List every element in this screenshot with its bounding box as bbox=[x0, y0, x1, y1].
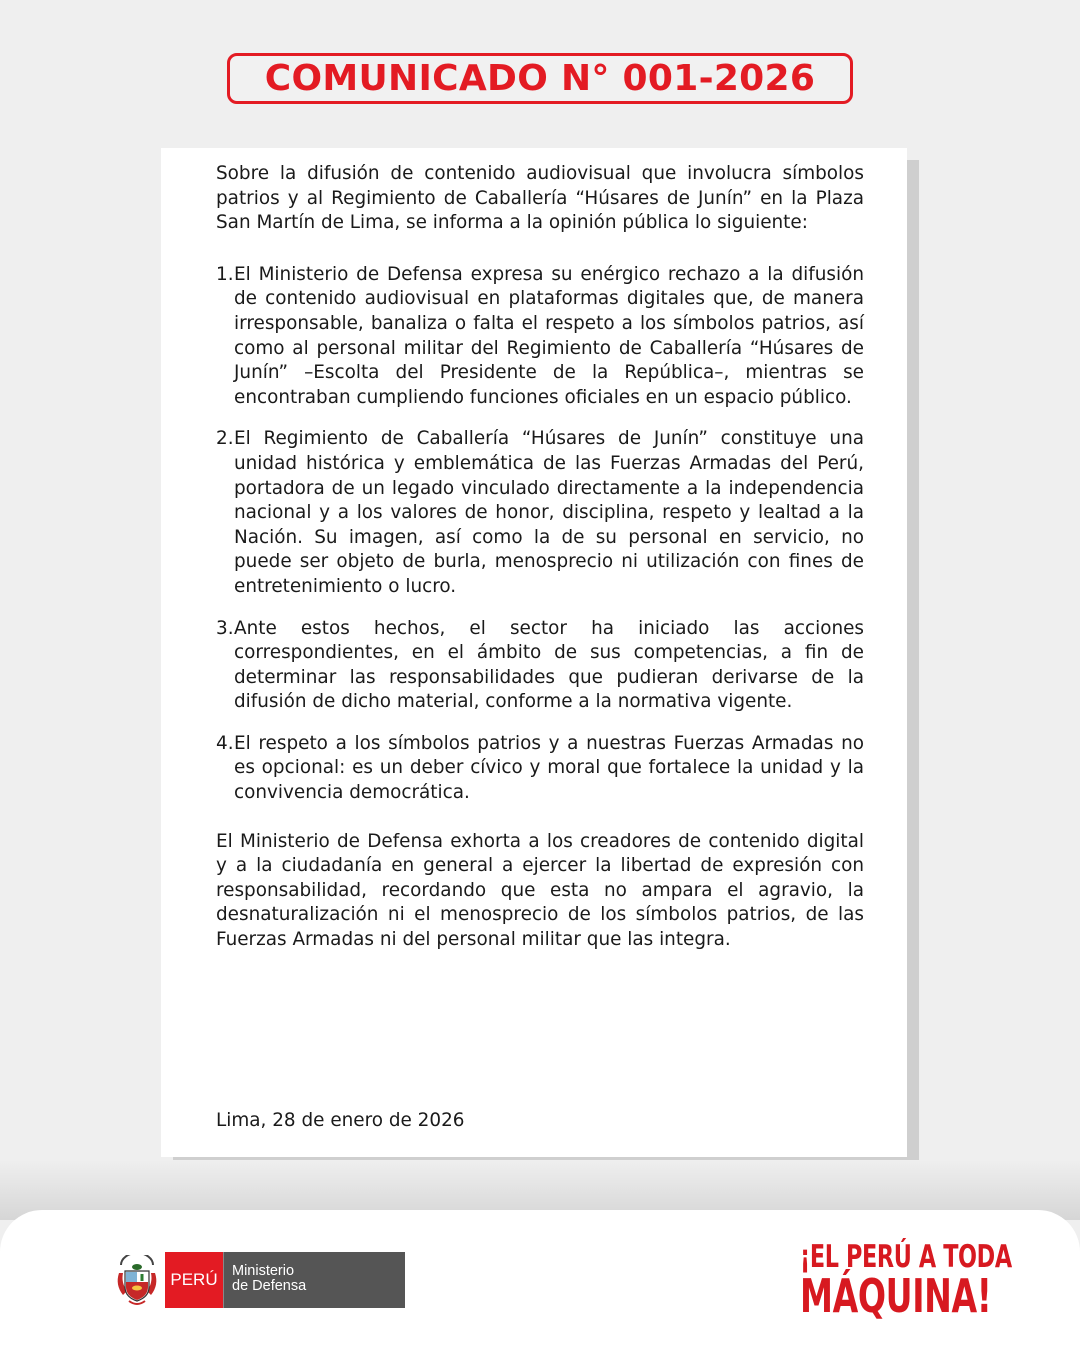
peru-brand-logo bbox=[165, 1252, 223, 1308]
campaign-slogan bbox=[800, 1239, 1012, 1323]
list-item-text: El Regimiento de Caballería “Húsares de Junín” constituye una unidad histórica y emblemática de las Fuerzas Armadas del Perú, portadora de un legado vinculado directamente a la independencia nacional y a los valores de honor, disciplina, respeto y lealtad a la Nación. Su imagen, así como la de su personal en servicio, no puede ser objeto de burla, menosprecio ni utilización con fines de entretenimiento o lucro. bbox=[234, 428, 864, 597]
list-item bbox=[216, 732, 864, 806]
ministry-logo bbox=[223, 1252, 405, 1308]
logo-country-text: PERÚ bbox=[170, 1270, 218, 1289]
list-item-number: 3. bbox=[216, 617, 234, 639]
list-item-text: El Ministerio de Defensa expresa su enérgico rechazo a la difusión de contenido audiovisual en plataformas digitales que, de manera irresponsable, banaliza o falta el respeto a los símbolos patrios, así como al personal militar del Regimiento de Caballería “Húsares de Junín” –Escolta del Presidente de la República–, mientras se encontraban cumpliendo funciones oficiales en un espacio público. bbox=[234, 263, 864, 408]
slogan-line2: MÁQUINA! bbox=[800, 1269, 992, 1323]
list-item bbox=[216, 617, 864, 715]
communique-card bbox=[161, 148, 907, 1157]
slogan-line1: ¡EL PERÚ A TODA bbox=[800, 1239, 1012, 1275]
closing-paragraph: El Ministerio de Defensa exhorta a los creadores de contenido digital y a la ciudadanía en general a ejercer la libertad de expresión con responsabilidad, recordando que esta no ampara el agravio, la desnaturalización ni el menosprecio de los símbolos patrios, de las Fuerzas Armadas ni del personal militar que las integra. bbox=[216, 830, 864, 951]
list-item-number: 2. bbox=[216, 428, 234, 450]
list-item-number: 4. bbox=[216, 732, 234, 754]
list-item-text: El respeto a los símbolos patrios y a nuestras Fuerzas Armadas no es opcional: es un deber cívico y moral que fortalece la unidad y la convivencia democrática. bbox=[234, 732, 864, 804]
list-item bbox=[216, 427, 864, 599]
place-date: Lima, 28 de enero de 2026 bbox=[216, 1110, 465, 1131]
logo-ministry-line2: de Defensa bbox=[232, 1278, 307, 1294]
communique-body bbox=[216, 162, 864, 953]
logo-ministry-line1: Ministerio bbox=[232, 1263, 295, 1279]
communique-title-box bbox=[227, 53, 853, 104]
list-item-text: Ante estos hechos, el sector ha iniciado las acciones correspondientes, en el ámbito de sus competencias, a fin de determinar las responsabilidades que pudieran derivarse de la difusión de dicho material, conforme a la normativa vigente. bbox=[234, 617, 864, 713]
list-item-number: 1. bbox=[216, 263, 234, 285]
page-title: COMUNICADO N° 001-2026 bbox=[264, 58, 816, 99]
intro-paragraph: Sobre la difusión de contenido audiovisual que involucra símbolos patrios y al Regimiento de Caballería “Húsares de Junín” en la Plaza San Martín de Lima, se informa a la opinión pública lo siguiente: bbox=[216, 163, 864, 234]
list-item bbox=[216, 263, 864, 411]
coat-of-arms-icon bbox=[115, 1255, 159, 1307]
